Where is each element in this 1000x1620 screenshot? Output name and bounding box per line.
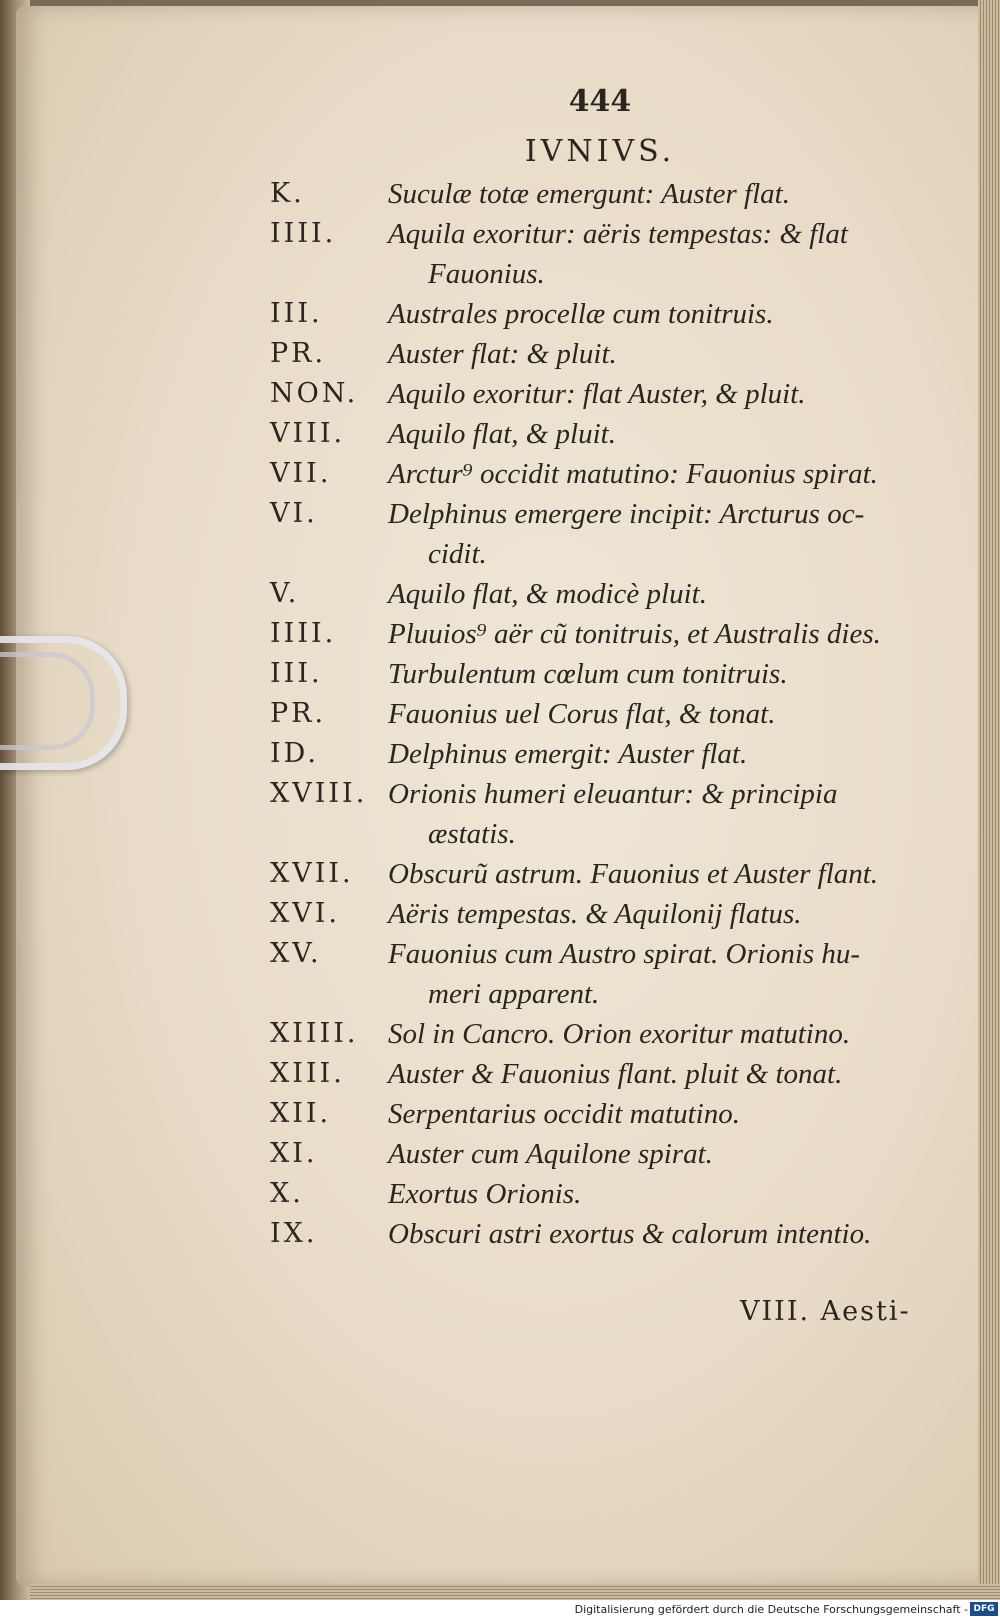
catchword: VIII. Aesti- xyxy=(740,1296,911,1327)
entry-text: Arctur⁹ occidit matutino: Fauonius spirat. xyxy=(388,458,878,490)
entry-text: Delphinus emergere incipit: Arcturus oc- xyxy=(388,498,865,530)
entry-day: III. xyxy=(270,298,323,329)
entry-text-continuation: meri apparent. xyxy=(428,978,600,1010)
entry-day: XII. xyxy=(270,1098,332,1129)
entry-day: XIII. xyxy=(270,1058,345,1089)
entry-day: XV. xyxy=(270,938,322,969)
entry-day: PR. xyxy=(270,698,327,729)
entry-day: XVI. xyxy=(270,898,340,929)
entry-day: PR. xyxy=(270,338,327,369)
entry-day: III. xyxy=(270,658,323,689)
entry-text: Australes procellæ cum tonitruis. xyxy=(388,298,774,330)
entry-day: ID. xyxy=(270,738,319,769)
entry-day: NON. xyxy=(270,378,359,409)
entry-text: Auster cum Aquilone spirat. xyxy=(388,1138,713,1170)
entry-text: Fauonius uel Corus flat, & tonat. xyxy=(388,698,776,730)
entry-day: IIII. xyxy=(270,218,337,249)
dfg-logo: DFG xyxy=(970,1602,998,1616)
entry-text: Orionis humeri eleuantur: & principia xyxy=(388,778,838,810)
entry-day: XVIII. xyxy=(270,778,368,809)
entry-text: Aquilo exoritur: flat Auster, & pluit. xyxy=(388,378,806,410)
entry-text: Aquilo flat, & pluit. xyxy=(388,418,616,450)
entry-day: XVII. xyxy=(270,858,354,889)
entry-text: Auster flat: & pluit. xyxy=(388,338,617,370)
entry-text-continuation: æstatis. xyxy=(428,818,516,850)
entry-text: Suculæ totæ emergunt: Auster flat. xyxy=(388,178,790,210)
entry-text: Aquilo flat, & modicè pluit. xyxy=(388,578,707,610)
entry-day: IIII. xyxy=(270,618,337,649)
entry-day: V. xyxy=(270,578,300,609)
entry-text: Aquila exoritur: aëris tempestas: & flat xyxy=(388,218,848,250)
entry-day: VI. xyxy=(270,498,318,529)
entry-text: Delphinus emergit: Auster flat. xyxy=(388,738,748,770)
entry-text: Exortus Orionis. xyxy=(388,1178,582,1210)
entry-text-continuation: cidit. xyxy=(428,538,487,570)
entry-text: Obscuri astri exortus & calorum intentio. xyxy=(388,1218,872,1250)
entry-day: X. xyxy=(270,1178,304,1209)
entry-text: Obscurũ astrum. Fauonius et Auster flant. xyxy=(388,858,879,890)
entry-text: Serpentarius occidit matutino. xyxy=(388,1098,740,1130)
entry-day: IX. xyxy=(270,1218,318,1249)
entry-day: XIIII. xyxy=(270,1018,359,1049)
digitization-credit: Digitalisierung gefördert durch die Deutsche Forschungsgemeinschaft - xyxy=(574,1603,968,1616)
entry-text: Pluuios⁹ aër cũ tonitruis, et Australis dies. xyxy=(388,618,881,650)
page-number: 444 xyxy=(568,84,632,119)
entry-text: Auster & Fauonius flant. pluit & tonat. xyxy=(388,1058,843,1090)
month-heading: IVNIVS. xyxy=(524,134,676,169)
entry-day: XI. xyxy=(270,1138,318,1169)
entry-text: Sol in Cancro. Orion exoritur matutino. xyxy=(388,1018,851,1050)
entry-text-continuation: Fauonius. xyxy=(428,258,545,290)
entry-text: Turbulentum cœlum cum tonitruis. xyxy=(388,658,788,690)
entry-day: K. xyxy=(270,178,305,209)
entry-text: Aëris tempestas. & Aquilonij flatus. xyxy=(388,898,802,930)
entry-day: VIII. xyxy=(270,418,346,449)
entry-text: Fauonius cum Austro spirat. Orionis hu- xyxy=(388,938,861,970)
entry-day: VII. xyxy=(270,458,332,489)
